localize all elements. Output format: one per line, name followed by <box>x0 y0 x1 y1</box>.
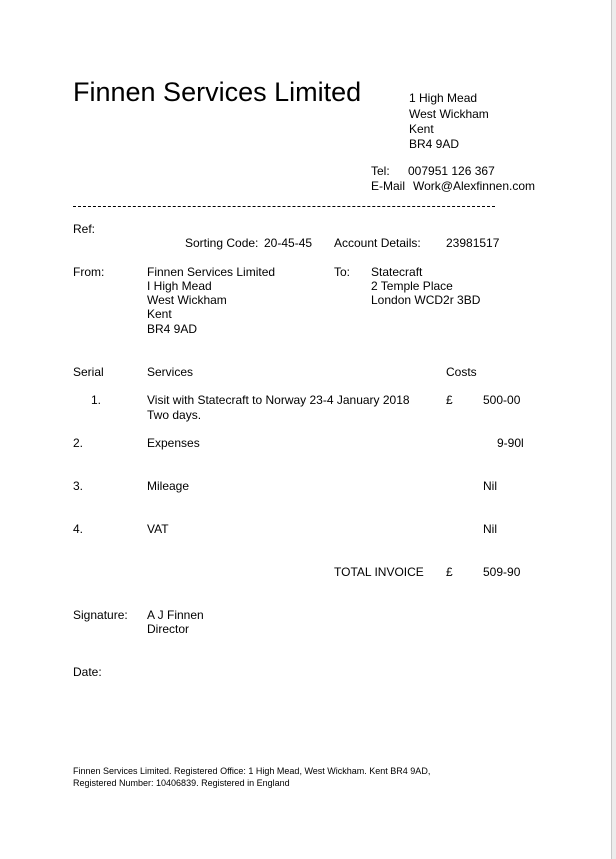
signature-label: Signature: <box>73 608 128 622</box>
row-3-cost: Nil <box>483 479 497 493</box>
to-line-2: 2 Temple Place <box>371 279 453 293</box>
from-line-2: I High Mead <box>147 279 212 293</box>
company-address-line-3: Kent <box>409 122 434 136</box>
header-costs: Costs <box>446 365 477 379</box>
to-label: To: <box>334 265 351 279</box>
ref-label: Ref: <box>73 222 96 236</box>
tel-label: Tel: <box>371 164 390 178</box>
row-2-serial: 2. <box>73 436 84 450</box>
from-line-5: BR4 9AD <box>147 322 198 336</box>
to-line-3: London WCD2r 3BD <box>371 293 481 307</box>
row-2-cost: 9-90l <box>497 436 524 450</box>
total-currency: £ <box>446 565 453 579</box>
sorting-code-value: 20-45-45 <box>264 236 313 250</box>
row-2-service: Expenses <box>147 436 200 450</box>
signature-title: Director <box>147 622 190 636</box>
to-line-1: Statecraft <box>371 265 423 279</box>
footer-line-1: Finnen Services Limited. Registered Office: 1 High Mead, West Wickham. Kent BR4 9AD, <box>73 766 431 776</box>
from-label: From: <box>73 265 105 279</box>
page-edge-shadow <box>612 0 616 859</box>
company-address-line-1: 1 High Mead <box>409 91 478 105</box>
row-1-serial: 1. <box>91 393 102 407</box>
company-address-line-2: West Wickham <box>409 107 489 121</box>
sorting-code-label: Sorting Code: <box>185 236 259 250</box>
row-3-service: Mileage <box>147 479 190 493</box>
tel-value: 007951 126 367 <box>408 164 495 178</box>
row-1-cost: 500-00 <box>483 393 521 407</box>
account-details-value: 23981517 <box>446 236 500 250</box>
row-4-service: VAT <box>147 522 169 536</box>
total-value: 509-90 <box>483 565 521 579</box>
header-serial: Serial <box>73 365 104 379</box>
email-label: E-Mail <box>371 179 406 193</box>
row-3-serial: 3. <box>73 479 84 493</box>
total-label: TOTAL INVOICE <box>334 565 424 579</box>
header-services: Services <box>147 365 194 379</box>
company-name: Finnen Services Limited <box>73 77 362 107</box>
signature-name: A J Finnen <box>147 608 204 622</box>
email-value: Work@Alexfinnen.com <box>413 179 536 193</box>
row-4-cost: Nil <box>483 522 497 536</box>
row-1-currency: £ <box>446 393 453 407</box>
dashed-divider <box>73 206 495 207</box>
row-1-service-detail: Two days. <box>147 408 202 422</box>
footer-line-2: Registered Number: 10406839. Registered in England <box>73 778 290 788</box>
date-label: Date: <box>73 665 102 679</box>
from-line-3: West Wickham <box>147 293 227 307</box>
from-line-1: Finnen Services Limited <box>147 265 276 279</box>
account-details-label: Account Details: <box>334 236 421 250</box>
from-line-4: Kent <box>147 307 172 321</box>
row-4-serial: 4. <box>73 522 84 536</box>
company-address-line-4: BR4 9AD <box>409 137 460 151</box>
row-1-service: Visit with Statecraft to Norway 23-4 January 2018 <box>147 393 410 407</box>
